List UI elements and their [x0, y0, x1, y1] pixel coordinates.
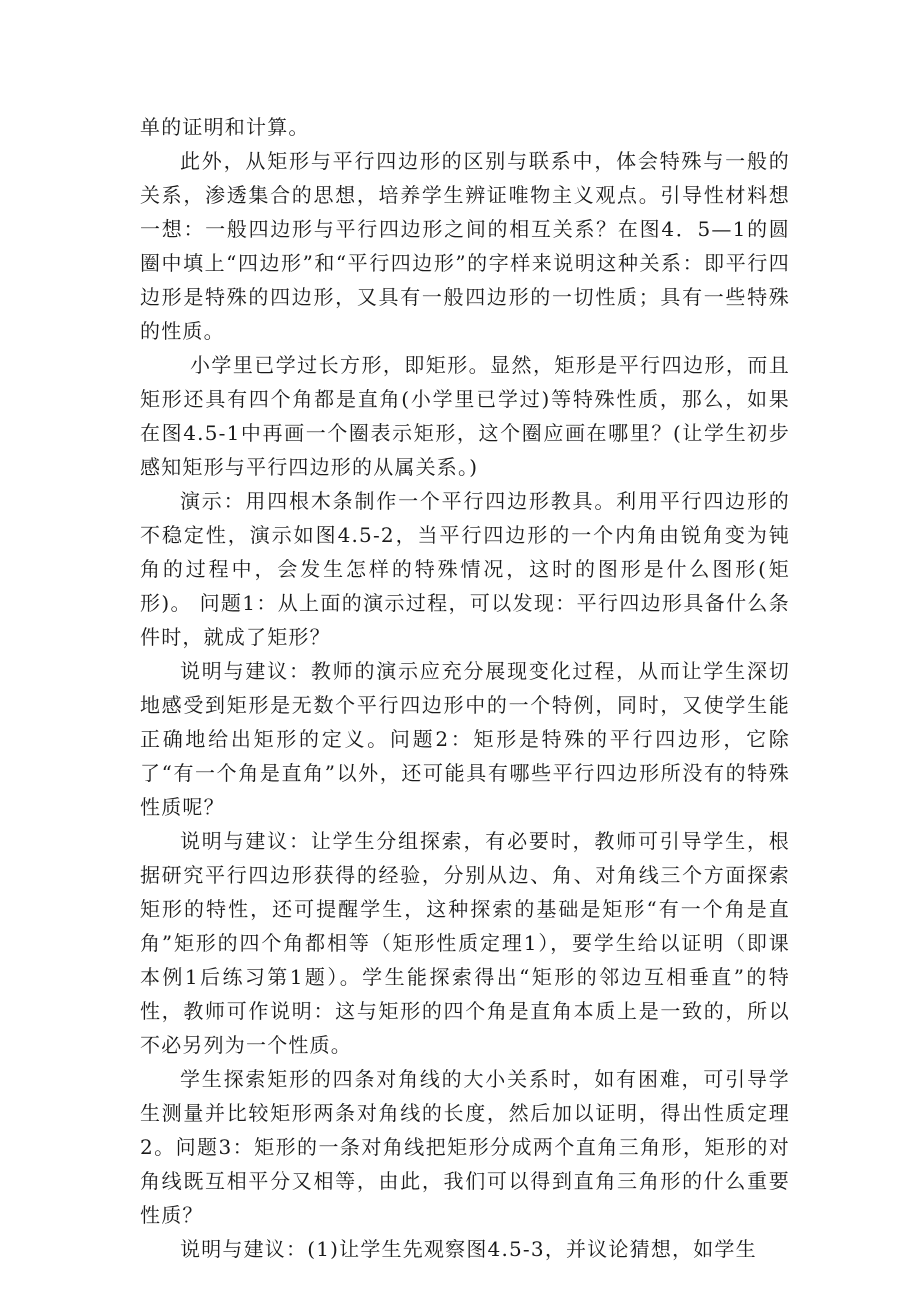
- paragraph-suggestion-1: 说明与建议：教师的演示应充分展现变化过程，从而让学生深切地感受到矩形是无数个平行四边形中的一个特例，同时，又使学生能正确地给出矩形的定义。问题2：矩形是特殊的平行四边形，它除了“有一个角是直角”以外，还可能具有哪些平行四边形所没有的特殊性质呢？: [140, 659, 790, 819]
- paragraph-relations: 此外，从矩形与平行四边形的区别与联系中，体会特殊与一般的关系，渗透集合的思想，培养学生辨证唯物主义观点。引导性材料想一想：一般四边形与平行四边形之间的相互关系？在图4．5—1的圆圈中填上“四边形”和“平行四边形”的字样来说明这种关系：即平行四边形是特殊的四边形，又具有一般四边形的一切性质；具有一些特殊的性质。: [140, 149, 790, 343]
- paragraph-rectangle-intro: 小学里已学过长方形，即矩形。显然，矩形是平行四边形，而且矩形还具有四个角都是直角(小学里已学过)等特殊性质，那么，如果在图4.5-1中再画一个圈表示矩形，这个圈应画在哪里？(让学生初步感知矩形与平行四边形的从属关系。): [140, 353, 790, 479]
- document-body: [140, 110, 790, 1266]
- paragraph-suggestion-3: 说明与建议：(1)让学生先观察图4.5-3，并议论猜想，如学生: [180, 1237, 757, 1261]
- paragraph-diagonals: 学生探索矩形的四条对角线的大小关系时，如有困难，可引导学生测量并比较矩形两条对角线的长度，然后加以证明，得出性质定理2。问题3：矩形的一条对角线把矩形分成两个直角三角形，矩形的对角线既互相平分又相等，由此，我们可以得到直角三角形的什么重要性质？: [140, 1067, 790, 1227]
- paragraph-demonstration: 演示：用四根木条制作一个平行四边形教具。利用平行四边形的不稳定性，演示如图4.5-2，当平行四边形的一个内角由锐角变为钝角的过程中，会发生怎样的特殊情况，这时的图形是什么图形(矩形)。 问题1：从上面的演示过程，可以发现：平行四边形具备什么条件时，就成了矩形？: [140, 489, 790, 649]
- paragraph-continuation: 单的证明和计算。: [140, 115, 310, 139]
- paragraph-suggestion-2: 说明与建议：让学生分组探索，有必要时，教师可引导学生，根据研究平行四边形获得的经验，分别从边、角、对角线三个方面探索矩形的特性，还可提醒学生，这种探索的基础是矩形“有一个角是直角”矩形的四个角都相等（矩形性质定理1），要学生给以证明（即课本例1后练习第1题）。学生能探索得出“矩形的邻边互相垂直”的特性，教师可作说明：这与矩形的四个角是直角本质上是一致的，所以不必另列为一个性质。: [140, 829, 790, 1057]
